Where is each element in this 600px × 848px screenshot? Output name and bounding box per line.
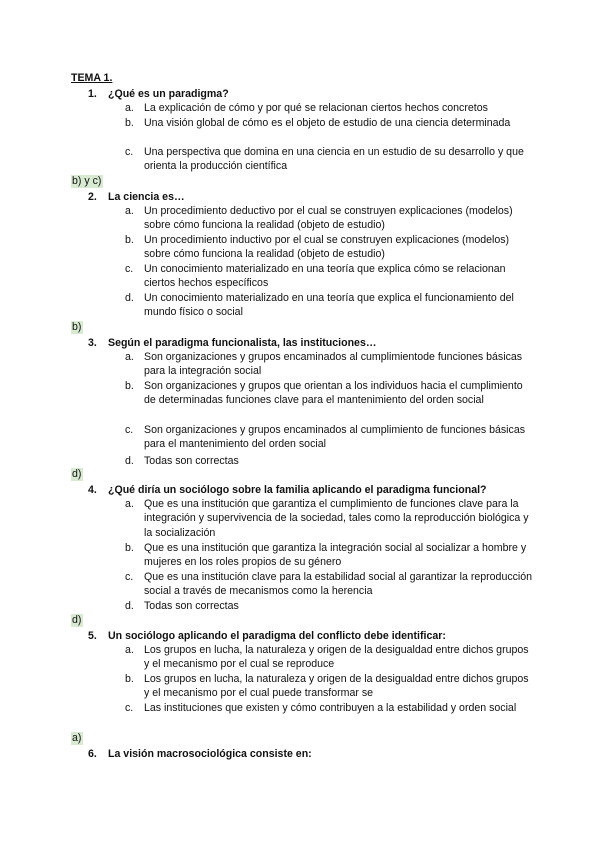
option-text: Una perspectiva que domina en una ciencia en un estudio de su desarrollo y que orienta la producción científica [144,146,524,173]
option-letter: b. [125,117,134,129]
question-4-option-b [125,541,535,570]
question-number: 2. [88,191,97,203]
question-number: 6. [88,748,97,760]
option-letter: d. [125,600,134,612]
question-text: ¿Qué es un paradigma? [108,88,229,100]
question-3 [88,336,578,350]
question-3-option-c [125,423,535,452]
option-letter: c. [125,424,134,436]
question-1 [88,87,578,101]
question-number: 5. [88,630,97,642]
option-letter: a. [125,351,134,363]
answer-5: a) [72,732,82,744]
option-text: Una visión global de cómo es el objeto de estudio de una ciencia determinada [144,117,511,129]
option-letter: b. [125,542,134,554]
question-3-option-d [125,454,535,468]
option-letter: a. [125,205,134,217]
question-5-option-b [125,672,535,701]
option-text: Un procedimiento inductivo por el cual se construyen explicaciones (modelos) sobre cómo funciona la realidad (objeto de estudio) [144,234,510,261]
option-letter: a. [125,498,134,510]
option-letter: b. [125,673,134,685]
option-text: Un conocimiento materializado en una teoría que explica cómo se relacionan ciertos hechos específicos [144,263,506,290]
option-letter: c. [125,146,134,158]
option-text: Todas son correctas [144,455,239,467]
question-text: ¿Qué diría un sociólogo sobre la familia aplicando el paradigma funcional? [108,484,487,496]
option-text: Un conocimiento materializado en una teoría que explica el funcionamiento del mundo físico o social [144,292,514,319]
document-title: TEMA 1. [71,72,113,84]
question-5-option-a [125,643,535,672]
option-letter: b. [125,380,134,392]
option-text: Son organizaciones y grupos encaminados al cumplimientode funciones básicas para la integración social [144,351,523,378]
question-2-option-b [125,233,535,262]
question-4 [88,483,578,497]
question-number: 1. [88,88,97,100]
question-2-option-a [125,204,535,233]
option-text: Las instituciones que existen y cómo contribuyen a la estabilidad y orden social [144,702,517,714]
option-text: Todas son correctas [144,600,239,612]
option-letter: c. [125,263,134,275]
question-1-option-b [125,116,535,130]
question-number: 4. [88,484,97,496]
answer-2: b) [72,321,82,333]
question-4-option-d [125,599,535,613]
answer-1: b) y c) [72,175,102,187]
question-text: Según el paradigma funcionalista, las instituciones… [108,337,377,349]
option-letter: a. [125,102,134,114]
option-letter: d. [125,455,134,467]
answer-3: d) [72,468,82,480]
option-letter: a. [125,644,134,656]
question-text: La ciencia es… [108,191,185,203]
question-4-option-c [125,570,535,599]
option-letter: c. [125,702,134,714]
option-text: Son organizaciones y grupos que orientan a los individuos hacia el cumplimiento de determinadas funciones clave para el mantenimiento del orden social [144,380,523,407]
question-number: 3. [88,337,97,349]
question-5 [88,629,578,643]
question-2 [88,190,578,204]
option-text: Que es una institución que garantiza el cumplimiento de funciones clave para la integración y supervivencia de la sociedad, tales como la reproducción biológica y la socialización [144,498,529,539]
option-letter: c. [125,571,134,583]
question-4-option-a [125,497,535,540]
question-text: La visión macrosociológica consiste en: [108,748,312,760]
question-2-option-d [125,291,535,320]
option-letter: b. [125,234,134,246]
option-text: Los grupos en lucha, la naturaleza y origen de la desigualdad entre dichos grupos y el mecanismo por el cual se reproduce [144,644,529,671]
option-text: Que es una institución clave para la estabilidad social al garantizar la reproducción social a través de mecanismos como la herencia [144,571,533,598]
question-2-option-c [125,262,535,291]
question-6 [88,747,578,761]
option-text: Son organizaciones y grupos encaminados al cumplimiento de funciones básicas para el mantenimiento del orden social [144,424,526,451]
option-letter: d. [125,292,134,304]
question-3-option-a [125,350,535,379]
option-text: Un procedimiento deductivo por el cual se construyen explicaciones (modelos) sobre cómo funciona la realidad (objeto de estudio) [144,205,513,232]
question-text: Un sociólogo aplicando el paradigma del conflicto debe identificar: [108,630,446,642]
answer-4: d) [72,614,82,626]
question-1-option-a [125,101,535,115]
option-text: La explicación de cómo y por qué se relacionan ciertos hechos concretos [144,102,488,114]
question-5-option-c [125,701,535,715]
option-text: Los grupos en lucha, la naturaleza y origen de la desigualdad entre dichos grupos y el mecanismo por el cual puede transformar se [144,673,529,700]
question-1-option-c [125,145,535,174]
option-text: Que es una institución que garantiza la integración social al socializar a hombre y mujeres en los roles propios de su género [144,542,527,569]
question-3-option-b [125,379,535,408]
